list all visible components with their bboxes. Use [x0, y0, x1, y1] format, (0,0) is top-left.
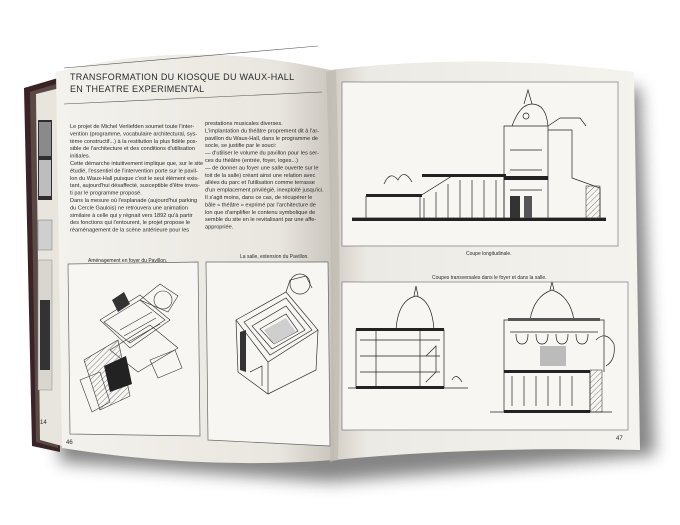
text-line: des fonctions qui l'entourent, le projet propose le — [70, 220, 191, 227]
left-page — [56, 46, 334, 463]
left-page-title-line2: EN THEATRE EXPERIMENTAL — [70, 84, 205, 94]
caption-cross-sections: Coupes transversales dans le foyer et dans la salle. — [432, 275, 547, 281]
right-page-number: 47 — [616, 436, 623, 442]
text-line: Il s'agit moins, dans ce cas, de récupérer le — [205, 195, 313, 201]
figure-hall-plan — [206, 262, 330, 446]
text-line: bâle « théâtre » exprimé par l'architecture de — [205, 202, 316, 209]
text-line: L'implantation du théâtre proprement dit à l'ar- — [205, 128, 320, 135]
caption-longitudinal: Coupe longitudinale. — [466, 251, 512, 257]
text-line: ti par le programme proposé. — [70, 190, 142, 197]
text-line: allées du parc et l'utilisation comme terrasse — [205, 180, 315, 187]
caption-foyer: Aménagement en foyer du Pavillon. — [88, 258, 168, 264]
text-line: lon du Waux-Hall puisque c'est le seul élément exis- — [70, 175, 199, 182]
text-line: Cette démarche intuitivement implique que, sur le site — [70, 161, 204, 167]
text-line: initiales. — [70, 153, 91, 160]
text-line: socle, se justifie par le souci: — [205, 143, 277, 150]
left-page-title-line1: TRANSFORMATION DU KIOSQUE DU WAUX-HALL — [70, 72, 295, 82]
text-line: vention (programme, vocabulaire architectural, sys- — [70, 131, 198, 138]
text-line: similaire à celle qui y régnait vers 1892 qu'à partir — [70, 212, 193, 219]
text-line: pavillon du Waux-Hall, dans le programme de — [205, 135, 318, 142]
text-line: sible de l'architecture et des conditions d'utilisation — [70, 146, 195, 153]
longitudinal-section-drawing — [342, 82, 618, 246]
text-line: prestations musicales diverses. — [205, 121, 283, 127]
text-line: réaménagement de la scène antérieure pour les — [70, 227, 190, 234]
text-line: d'un emplacement privilégié, inexploité jusqu'ici. — [205, 187, 324, 194]
text-line: du Cercle Gaulois) ne retrouvera une animation — [70, 205, 188, 212]
text-line: Dans la mesure où l'esplanade (aujourd'hui parking — [70, 198, 198, 204]
figure-foyer-plan — [68, 262, 200, 436]
under-page-number: 14 — [40, 420, 47, 426]
text-line: ces du théâtre (entrée, foyer, loges...) — [205, 158, 298, 164]
text-line: toit de la salle) créant ainsi une relation avec — [205, 172, 316, 179]
text-line: — d'utiliser le volume du pavillon pour les ser- — [205, 150, 319, 157]
caption-hall: La salle, extension du Pavillon. — [240, 254, 309, 260]
text-line: tème constructif...) à la restitution la plus fidèle pos- — [70, 138, 198, 145]
text-column-2 — [205, 121, 324, 231]
text-line: semble du site en le revitalisant par une affe- — [205, 217, 317, 224]
text-line: — de donner au foyer une salle ouverte sur le — [205, 165, 319, 172]
cross-sections-drawing — [342, 282, 628, 430]
text-line: lon que d'amplifier le contenu symbolique de — [205, 209, 316, 216]
text-line: tant, aujourd'hui désaffecté, susceptible d'être inves- — [70, 183, 200, 190]
text-column-1 — [70, 124, 203, 234]
text-line: Le projet de Michel Verliefden soumet toute l'inter- — [70, 124, 195, 130]
text-line: appropriée. — [205, 224, 234, 231]
right-page — [330, 61, 640, 460]
text-line: étudié, l'essentiel de l'intervention porte sur le pavil- — [70, 168, 198, 175]
left-page-number: 46 — [66, 440, 73, 446]
